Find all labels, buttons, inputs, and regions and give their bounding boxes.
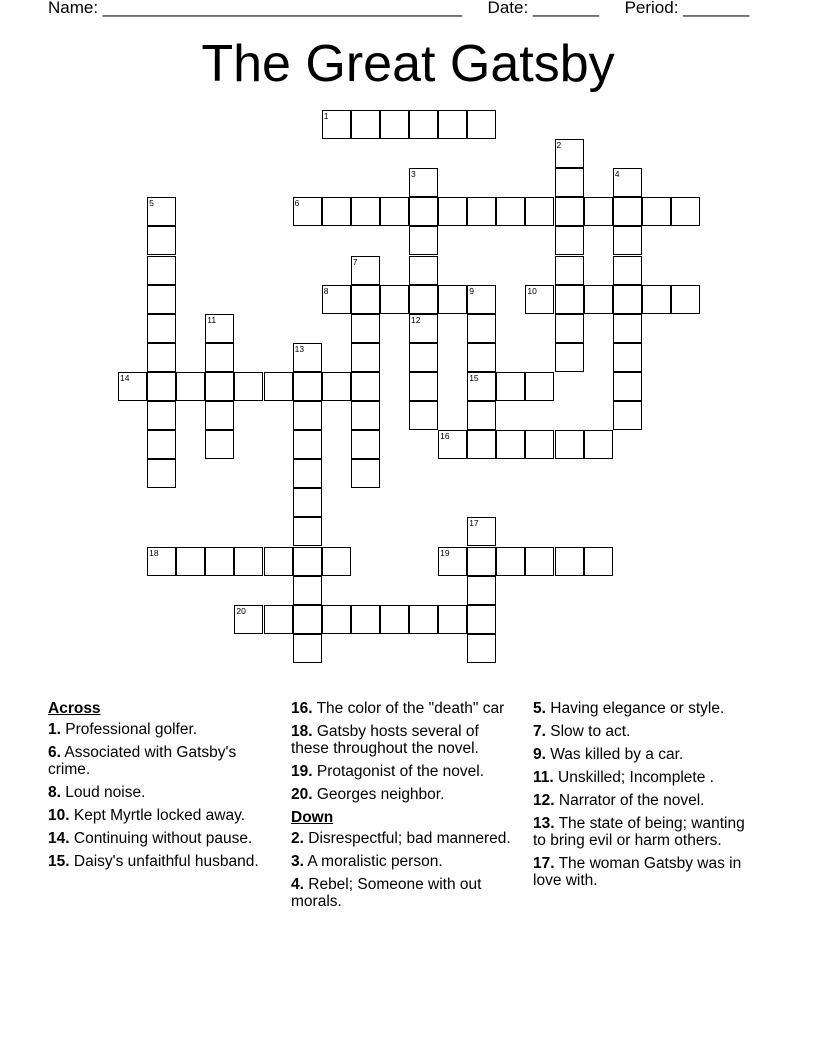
clue-column-3 [533, 700, 761, 895]
clue-text: A moralistic person. [307, 853, 443, 870]
grid-cell[interactable] [525, 285, 554, 314]
grid-cell[interactable] [409, 168, 438, 197]
grid-cell[interactable] [351, 459, 380, 488]
clue-text: Loud noise. [65, 784, 146, 801]
clue-number: 8 [323, 285, 329, 296]
grid-cell[interactable] [409, 401, 438, 430]
clue-heading: Across [48, 700, 101, 717]
clue-label-number: 20. [291, 786, 313, 803]
grid-cell[interactable] [409, 226, 438, 255]
grid-cell[interactable] [176, 547, 205, 576]
grid-cell[interactable] [613, 314, 642, 343]
clue-text: Narrator of the novel. [558, 792, 705, 809]
grid-cell[interactable] [438, 285, 467, 314]
grid-cell[interactable] [351, 372, 380, 401]
grid-cell[interactable] [555, 197, 584, 226]
grid-cell[interactable] [584, 547, 613, 576]
down-clue [291, 830, 519, 847]
grid-cell[interactable] [322, 372, 351, 401]
grid-cell[interactable] [409, 285, 438, 314]
grid-cell[interactable] [409, 372, 438, 401]
grid-cell[interactable] [613, 285, 642, 314]
grid-cell[interactable] [322, 605, 351, 634]
clue-label-number: 19. [291, 763, 313, 780]
grid-cell[interactable] [293, 197, 322, 226]
grid-cell[interactable] [496, 197, 525, 226]
grid-cell[interactable] [467, 517, 496, 546]
grid-cell[interactable] [205, 430, 234, 459]
clue-label-number: 17. [533, 855, 555, 872]
clue-number: 6 [294, 198, 300, 209]
clue-label-number: 9. [533, 746, 546, 763]
grid-cell[interactable] [555, 256, 584, 285]
grid-cell[interactable] [293, 634, 322, 663]
grid-cell[interactable] [293, 343, 322, 372]
grid-cell[interactable] [438, 110, 467, 139]
grid-cell[interactable] [234, 372, 263, 401]
grid-cell[interactable] [147, 372, 176, 401]
clue-text: Kept Myrtle locked away. [73, 807, 246, 824]
period-field-label[interactable]: Period: _______ [624, 0, 750, 17]
grid-cell[interactable] [147, 401, 176, 430]
grid-cell[interactable] [147, 343, 176, 372]
across-clue [48, 807, 276, 824]
grid-cell[interactable] [467, 314, 496, 343]
down-clue [291, 853, 519, 870]
clue-number: 2 [556, 140, 562, 151]
grid-cell[interactable] [467, 372, 496, 401]
grid-cell[interactable] [496, 430, 525, 459]
grid-cell[interactable] [555, 430, 584, 459]
clue-label-number: 8. [48, 784, 61, 801]
grid-cell[interactable] [322, 285, 351, 314]
clue-text: Having elegance or style. [550, 700, 725, 717]
grid-cell[interactable] [613, 197, 642, 226]
grid-cell[interactable] [671, 285, 700, 314]
clue-number: 5 [149, 198, 154, 209]
grid-cell[interactable] [234, 547, 263, 576]
clue-number: 3 [411, 169, 416, 180]
clue-label-number: 11. [533, 769, 554, 786]
grid-cell[interactable] [467, 110, 496, 139]
grid-cell[interactable] [380, 110, 409, 139]
grid-cell[interactable] [613, 401, 642, 430]
grid-cell[interactable] [118, 372, 147, 401]
date-field-label[interactable]: Date: _______ [487, 0, 600, 17]
grid-cell[interactable] [351, 605, 380, 634]
clue-number: 14 [120, 372, 130, 383]
grid-cell[interactable] [467, 634, 496, 663]
across-clue [291, 763, 519, 780]
grid-cell[interactable] [147, 430, 176, 459]
clue-label-number: 1. [48, 721, 61, 738]
grid-cell[interactable] [555, 314, 584, 343]
down-clue [533, 855, 761, 889]
clue-text: Protagonist of the novel. [316, 763, 485, 780]
grid-cell[interactable] [293, 372, 322, 401]
grid-cell[interactable] [555, 168, 584, 197]
clue-label-number: 18. [291, 723, 313, 740]
across-clue [291, 723, 519, 757]
across-clue [48, 853, 276, 870]
grid-cell[interactable] [380, 285, 409, 314]
grid-cell[interactable] [438, 547, 467, 576]
grid-cell[interactable] [351, 256, 380, 285]
grid-cell[interactable] [409, 197, 438, 226]
grid-cell[interactable] [467, 547, 496, 576]
grid-cell[interactable] [438, 197, 467, 226]
clue-heading: Down [291, 809, 334, 826]
clue-number: 17 [469, 518, 479, 529]
grid-cell[interactable] [467, 343, 496, 372]
clue-text: Unskilled; Incomplete . [558, 769, 714, 786]
grid-cell[interactable] [438, 430, 467, 459]
grid-cell[interactable] [584, 197, 613, 226]
clue-number: 1 [323, 111, 329, 121]
grid-cell[interactable] [613, 343, 642, 372]
down-clue [533, 700, 761, 717]
grid-cell[interactable] [264, 372, 293, 401]
grid-cell[interactable] [380, 197, 409, 226]
grid-cell[interactable] [555, 285, 584, 314]
grid-cell[interactable] [555, 343, 584, 372]
grid-cell[interactable] [205, 372, 234, 401]
grid-cell[interactable] [205, 547, 234, 576]
grid-cell[interactable] [525, 372, 554, 401]
grid-cell[interactable] [642, 197, 671, 226]
across-clue [48, 830, 276, 847]
grid-cell[interactable] [176, 372, 205, 401]
clue-text: The woman Gatsby was in love with. [533, 855, 742, 889]
grid-cell[interactable] [467, 576, 496, 605]
grid-cell[interactable] [351, 401, 380, 430]
grid-cell[interactable] [584, 430, 613, 459]
grid-cell[interactable] [555, 226, 584, 255]
clue-number: 12 [411, 314, 421, 325]
grid-cell[interactable] [380, 605, 409, 634]
grid-cell[interactable] [525, 430, 554, 459]
grid-cell[interactable] [496, 372, 525, 401]
grid-cell[interactable] [496, 547, 525, 576]
clue-text: Rebel; Someone with out morals. [291, 876, 482, 910]
grid-cell[interactable] [584, 285, 613, 314]
across-clue [48, 721, 276, 738]
grid-cell[interactable] [147, 285, 176, 314]
grid-cell[interactable] [409, 110, 438, 139]
clue-number: 7 [352, 256, 358, 267]
grid-cell[interactable] [409, 314, 438, 343]
down-clue [533, 723, 761, 740]
grid-cell[interactable] [613, 372, 642, 401]
grid-cell[interactable] [555, 547, 584, 576]
grid-cell[interactable] [147, 197, 176, 226]
clue-column-1 [48, 700, 276, 876]
grid-cell[interactable] [467, 285, 496, 314]
clue-text: Was killed by a car. [550, 746, 684, 763]
grid-cell[interactable] [555, 139, 584, 168]
grid-cell[interactable] [613, 168, 642, 197]
grid-cell[interactable] [671, 197, 700, 226]
clue-label-number: 2. [291, 830, 304, 847]
puzzle-title: The Great Gatsby [201, 35, 615, 93]
grid-cell[interactable] [147, 226, 176, 255]
grid-cell[interactable] [147, 256, 176, 285]
down-clue [533, 792, 761, 809]
grid-cell[interactable] [351, 197, 380, 226]
clue-text: Continuing without pause. [73, 830, 253, 847]
grid-cell[interactable] [264, 547, 293, 576]
grid-cell[interactable] [147, 314, 176, 343]
clue-number: 20 [236, 605, 246, 616]
grid-cell[interactable] [293, 430, 322, 459]
clue-label-number: 15. [48, 853, 70, 870]
across-clue [291, 786, 519, 803]
grid-cell[interactable] [409, 605, 438, 634]
clue-text: Gatsby hosts several of these throughout the novel. [291, 723, 479, 757]
clue-label-number: 16. [291, 700, 313, 717]
grid-cell[interactable] [147, 547, 176, 576]
grid-cell[interactable] [205, 401, 234, 430]
grid-cell[interactable] [525, 547, 554, 576]
clue-number: 11 [207, 314, 217, 325]
clue-number: 13 [294, 343, 305, 354]
grid-cell[interactable] [322, 110, 351, 139]
clue-label-number: 4. [291, 876, 304, 893]
across-clue [48, 744, 276, 778]
clue-text: Professional golfer. [65, 721, 198, 738]
grid-cell[interactable] [293, 547, 322, 576]
clue-text: Associated with Gatsby's crime. [48, 744, 237, 778]
clue-label-number: 5. [533, 700, 546, 717]
clue-text: Daisy's unfaithful husband. [73, 853, 259, 870]
grid-cell[interactable] [234, 605, 263, 634]
name-field-label[interactable]: Name: ______________________________________ [48, 0, 463, 17]
grid-cell[interactable] [293, 401, 322, 430]
grid-cell[interactable] [205, 314, 234, 343]
clue-label-number: 7. [533, 723, 546, 740]
clue-column-2 [291, 700, 519, 916]
grid-cell[interactable] [264, 605, 293, 634]
grid-cell[interactable] [293, 576, 322, 605]
grid-cell[interactable] [351, 430, 380, 459]
clue-text: The state of being; wanting to bring evil or harm others. [533, 815, 745, 849]
grid-cell[interactable] [147, 459, 176, 488]
clue-label-number: 14. [48, 830, 70, 847]
grid-cell[interactable] [322, 547, 351, 576]
grid-cell[interactable] [613, 226, 642, 255]
grid-cell[interactable] [613, 256, 642, 285]
grid-cell[interactable] [293, 517, 322, 546]
grid-cell[interactable] [409, 256, 438, 285]
grid-cell[interactable] [525, 197, 554, 226]
across-clue [48, 784, 276, 801]
clue-number: 9 [469, 285, 474, 296]
clue-label-number: 13. [533, 815, 555, 832]
clue-label-number: 3. [291, 853, 304, 870]
down-clue [533, 746, 761, 763]
down-clue [533, 769, 761, 786]
clue-number: 16 [440, 431, 450, 442]
grid-cell[interactable] [351, 314, 380, 343]
grid-cell[interactable] [293, 488, 322, 517]
down-clue [291, 876, 519, 910]
clue-number: 15 [469, 372, 479, 383]
clue-label-number: 10. [48, 807, 70, 824]
grid-cell[interactable] [467, 197, 496, 226]
down-clue [533, 815, 761, 849]
grid-cell[interactable] [438, 605, 467, 634]
grid-cell[interactable] [351, 285, 380, 314]
clue-number: 10 [527, 285, 537, 296]
grid-cell[interactable] [293, 459, 322, 488]
clue-text: Slow to act. [550, 723, 631, 740]
grid-cell[interactable] [322, 197, 351, 226]
clue-number: 4 [614, 169, 620, 180]
grid-cell[interactable] [467, 605, 496, 634]
grid-cell[interactable] [351, 110, 380, 139]
grid-cell[interactable] [205, 343, 234, 372]
grid-cell[interactable] [409, 343, 438, 372]
grid-cell[interactable] [293, 605, 322, 634]
clue-text: The color of the "death" car [316, 700, 505, 717]
clue-text: Disrespectful; bad mannered. [308, 830, 511, 847]
clue-label-number: 12. [533, 792, 555, 809]
clue-text: Georges neighbor. [316, 786, 445, 803]
grid-cell[interactable] [467, 401, 496, 430]
across-clue [291, 700, 519, 717]
grid-cell[interactable] [467, 430, 496, 459]
clue-number: 19 [440, 547, 450, 558]
grid-cell[interactable] [351, 343, 380, 372]
grid-cell[interactable] [642, 285, 671, 314]
clue-number: 18 [149, 547, 159, 558]
clue-label-number: 6. [48, 744, 61, 761]
